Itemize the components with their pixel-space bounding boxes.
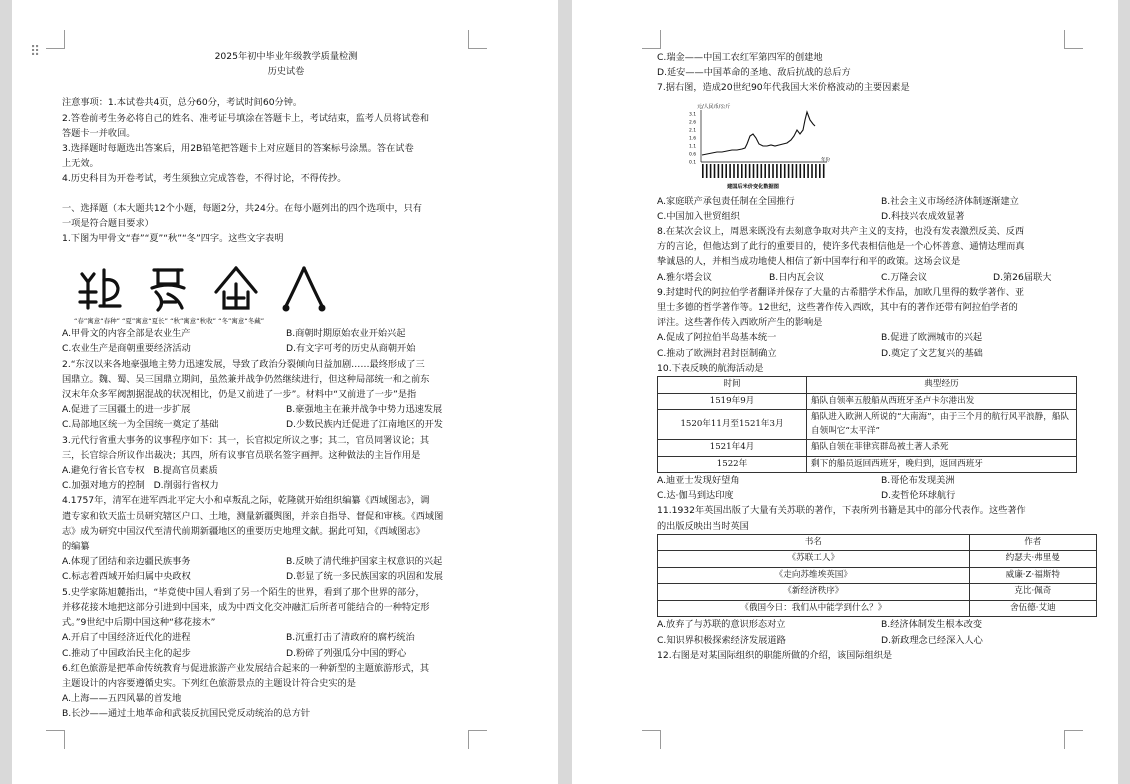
question-2-text: 汉末年众多军阀割据混战的状况相比，仍是又前进了一步”。材料中“又前进了一步”是指 xyxy=(62,389,417,401)
question-3-text: 3.元代行省重大事务的议事程序如下：其一，长官拟定所议之事；其二，官员同署议论；其 xyxy=(62,434,430,446)
question-4-text: 4.1757年，清军在进军西北平定大小和卓叛乱之际，乾隆就开始组织编纂《西域图志》，调 xyxy=(62,495,430,507)
option[interactable]: C.中国加入世贸组织 xyxy=(657,210,740,222)
q10-options xyxy=(657,473,1105,488)
table-cell: 船队自领在菲律宾群岛被土著人杀死 xyxy=(807,440,1077,457)
table-row xyxy=(658,584,1097,601)
x-tick-label xyxy=(788,164,790,178)
q8-options xyxy=(657,270,1105,285)
option[interactable]: C.万隆会议 xyxy=(881,271,928,283)
x-tick-label xyxy=(819,164,821,178)
crop-mark xyxy=(1064,30,1083,49)
q3-options xyxy=(62,478,510,493)
q7-options xyxy=(657,194,1105,209)
option[interactable]: C.推动了欧洲封君封臣制确立 xyxy=(657,347,777,359)
note-line: 上无效。 xyxy=(62,158,99,170)
crop-mark xyxy=(46,730,65,749)
option[interactable]: D.有文字可考的历史从商朝开始 xyxy=(286,343,416,355)
table-cell: 1519年9月 xyxy=(658,393,807,410)
question-2-text: 2.“东汉以来各地豪强地主势力迅速发展，导致了政治分裂倾向日益加剧……最终形成了三 xyxy=(62,358,425,370)
x-tick-label xyxy=(800,164,802,178)
question-9-text: 里士多德的哲学著作等。12世纪，这些著作传入西欧，其中有的著作还带有阿拉伯学者的 xyxy=(657,302,1018,314)
option[interactable]: B.商朝时期原始农业开始兴起 xyxy=(286,328,406,340)
x-tick-label xyxy=(815,164,817,178)
option[interactable]: C.加强对地方的控制 xyxy=(62,480,145,492)
note-line: 注意事项：1.本试卷共4页，总分60分，考试时间60分钟。 xyxy=(62,97,303,109)
note-line: 答题卡一并收回。 xyxy=(62,127,136,139)
q2-options xyxy=(62,402,510,417)
x-tick-label xyxy=(768,164,770,178)
option[interactable]: A.雅尔塔会议 xyxy=(657,271,712,283)
question-9-text: 评注。这些著作传入西欧所产生的影响是 xyxy=(657,317,823,329)
option[interactable]: C.推动了中国政治民主化的起步 xyxy=(62,647,191,659)
option[interactable]: A.上海——五四风暴的首发地 xyxy=(62,693,182,705)
x-tick-label xyxy=(796,164,798,178)
option[interactable]: C.瑞金——中国工农红军第四军的创建地 xyxy=(657,52,823,63)
option[interactable]: B.反映了清代维护国家主权意识的兴起 xyxy=(286,556,443,568)
y-tick-label: 3.1 xyxy=(689,112,697,118)
x-tick-label xyxy=(807,164,809,178)
table-row xyxy=(658,551,1097,568)
table-cell: 《走向苏维埃英国》 xyxy=(658,567,970,584)
question-11-text: 的出版反映出当时英国 xyxy=(657,520,749,532)
option[interactable]: B.沉重打击了清政府的腐朽统治 xyxy=(286,632,415,644)
option[interactable]: A.开启了中国经济近代化的进程 xyxy=(62,632,191,644)
question-10-stem: 10.下表反映的航海活动是 xyxy=(657,362,764,374)
option[interactable]: D.彰显了统一多民族国家的巩固和发展 xyxy=(286,571,443,583)
option[interactable]: D.削弱行省权力 xyxy=(153,480,219,492)
x-tick-label xyxy=(733,164,735,178)
document-page-1 xyxy=(12,0,558,784)
y-tick-label: 0.6 xyxy=(689,152,697,158)
question-12-stem: 12.右图是对某国际组织的职能所做的介绍，该国际组织是 xyxy=(657,649,893,661)
oracle-autumn-glyph-icon xyxy=(210,262,262,314)
table-header: 作者 xyxy=(969,534,1096,551)
q11-options xyxy=(657,617,1105,632)
option[interactable]: A.家庭联产承包责任制在全国推行 xyxy=(657,195,795,207)
option[interactable]: D.粉碎了列强瓜分中国的野心 xyxy=(286,647,407,659)
chart-ylabel: 元/人民币/公斤 xyxy=(697,103,731,110)
crop-mark xyxy=(642,30,661,49)
question-5-text: 5.史学家陈旭麓指出，“毕竟使中国人看到了另一个陌生的世界，看到了那个世界的部分， xyxy=(62,586,425,598)
question-4-text: 志》成为研究中国汉代至清代前期新疆地区的重要历史地理文献。据此可知，《西域图志》 xyxy=(62,525,425,537)
table-cell: 威廉·Z·福斯特 xyxy=(969,567,1096,584)
option[interactable]: A.甲骨文的内容全部是农业生产 xyxy=(62,328,191,340)
x-tick-label xyxy=(710,164,712,178)
question-4-text: 的编纂 xyxy=(62,541,90,553)
q11-options xyxy=(657,633,1105,648)
exam-title: 2025年初中毕业年级教学质量检测 xyxy=(214,51,358,62)
q7-options xyxy=(657,209,1105,224)
x-tick-label xyxy=(737,164,739,178)
x-tick-label xyxy=(718,164,720,178)
note-line: 2.答卷前考生务必将自己的姓名、准考证号填涂在答题卡上，考试结束，监考人员将试卷和 xyxy=(62,112,430,124)
q1-options xyxy=(62,326,510,341)
note-line: 3.选择题时每题选出答案后，用2B铅笔把答题卡上对应题目的答案标号涂黑。答在试卷 xyxy=(62,143,414,155)
question-1-stem: 1.下图为甲骨文“春”“夏”“秋”“冬”四字。这些文字表明 xyxy=(62,233,284,245)
y-tick-label: 1.6 xyxy=(689,136,697,142)
option[interactable]: A.放弃了与苏联的意识形态对立 xyxy=(657,619,786,631)
section-heading: 一、选择题（本大题共12个小题，每题2分，共24分。在每小题列出的四个选项中，只有 xyxy=(62,202,422,214)
q9-options xyxy=(657,330,1105,345)
option[interactable]: B.提高官员素质 xyxy=(153,465,218,477)
table-cell: 《新经济秩序》 xyxy=(658,584,970,601)
exam-subtitle: 历史试卷 xyxy=(267,66,305,78)
q2-options xyxy=(62,417,510,432)
x-tick-label xyxy=(803,164,805,178)
x-tick-label xyxy=(776,164,778,178)
chart-xlabel: 年份 xyxy=(821,157,830,163)
question-8-text: 挚诚恳的人，并相当成功地使人相信了新中国奉行和平的政策。这场会议是 xyxy=(657,256,961,268)
question-4-text: 遣专家和钦天监士员研究辖区户口、土地，测量新疆舆图，并亲自指导、督促和审核。《西域图 xyxy=(62,510,444,522)
question-5-text: 并移花接木地把这部分引进到中国来，成为中西文化交冲融汇后所者可能结合的一种特定形 xyxy=(62,601,430,613)
x-tick-label xyxy=(706,164,708,178)
question-8-text: 方的言论，但他达到了此行的重要目的，使许多代表相信他是一个心怀善意、通情达理而真 xyxy=(657,241,1025,253)
option[interactable]: D.科技兴农成效显著 xyxy=(881,210,965,222)
table-row xyxy=(658,567,1097,584)
option[interactable]: B.经济体制发生根本改变 xyxy=(881,619,983,631)
option[interactable]: A.体现了团结和亲边疆民族事务 xyxy=(62,556,191,568)
option[interactable]: B.哥伦布发现美洲 xyxy=(881,475,955,487)
option[interactable]: B.日内瓦会议 xyxy=(769,271,825,283)
y-tick-label: 0.1 xyxy=(689,160,697,166)
question-9-text: 9.封建时代的阿拉伯学者翻译并保存了大量的古希腊学术作品，加欧几里得的数学著作、亚 xyxy=(657,286,1025,298)
question-2-text: 国鼎立。魏、蜀、吴三国鼎立期间，虽然兼并战争仍然继续进行，但这种局部统一和之前东 xyxy=(62,373,430,385)
x-tick-label xyxy=(725,164,727,178)
y-tick-label: 2.6 xyxy=(689,120,697,126)
x-tick-label xyxy=(772,164,774,178)
x-tick-label xyxy=(729,164,731,178)
table-cell: 船队自领率五般船从西班牙圣卢卡尔港出发 xyxy=(807,393,1077,410)
table-row xyxy=(658,440,1077,457)
oracle-summer-glyph-icon xyxy=(142,262,194,314)
page1-content xyxy=(62,49,510,722)
option[interactable]: B.促进了欧洲城市的兴起 xyxy=(881,332,983,344)
table-header: 典型经历 xyxy=(807,377,1077,394)
option[interactable]: C.达·伽马到达印度 xyxy=(657,490,734,502)
rice-price-chart-svg xyxy=(687,100,837,192)
x-tick-label xyxy=(792,164,794,178)
option[interactable]: C.知识界积极探索经济发展道路 xyxy=(657,634,786,646)
option[interactable]: D.麦哲伦环球航行 xyxy=(881,490,956,502)
voyage-table xyxy=(657,376,1077,473)
chart-caption: 建国后米价变化数据图 xyxy=(727,183,779,190)
option[interactable]: A.促成了阿拉伯半岛基本统一 xyxy=(657,332,777,344)
glyph-caption: “春”寓意“春种” “夏”寓意“夏长” “秋”寓意“秋收” “冬”寓意“冬藏” xyxy=(74,317,265,326)
crop-mark xyxy=(642,730,661,749)
price-line xyxy=(702,112,815,155)
crop-mark xyxy=(468,30,487,49)
rice-price-chart xyxy=(687,100,837,192)
oracle-glyphs xyxy=(74,252,510,314)
note-line: 4.历史科目为开卷考试，考生须独立完成答卷，不得讨论，不得传抄。 xyxy=(62,173,347,185)
option[interactable]: B.社会主义市场经济体制逐渐建立 xyxy=(881,195,1019,207)
question-5-text: 式。”9世纪中后期中国这种“移花接木” xyxy=(62,617,216,629)
page2-content xyxy=(657,50,1105,663)
q1-options xyxy=(62,341,510,356)
table-cell: 1522年 xyxy=(658,456,807,473)
q5-options xyxy=(62,646,510,661)
y-tick-label: 2.1 xyxy=(689,128,697,134)
question-6-text: 6.红色旅游是把革命传统教育与促进旅游产业发展结合起来的一种新型的主题旅游形式，其 xyxy=(62,662,430,674)
question-11-text: 11.1932年英国出版了大量有关苏联的著作，下表所列书籍是其中的部分代表作。这些著作 xyxy=(657,505,1026,517)
x-tick-label xyxy=(753,164,755,178)
option[interactable]: D.少数民族内迁促进了江南地区的开发 xyxy=(286,419,443,431)
x-tick-label xyxy=(811,164,813,178)
crop-mark xyxy=(468,730,487,749)
table-cell: 约瑟夫·弗里曼 xyxy=(969,551,1096,568)
question-3-text: 三，长官综合所议作出裁决；其四，所有议事官员联名签字画押。这种做法的主旨作用是 xyxy=(62,449,421,461)
table-header: 时间 xyxy=(658,377,807,394)
crop-mark xyxy=(1064,730,1083,749)
x-tick-label xyxy=(714,164,716,178)
x-tick-label xyxy=(741,164,743,178)
drag-handle-icon[interactable]: ⠿ xyxy=(30,44,42,60)
question-8-text: 8.在某次会议上，周恩来既没有去刻意争取对共产主义的支持，也没有发表激烈反美、反西 xyxy=(657,226,1025,238)
option[interactable]: C.标志着西域开始归属中央政权 xyxy=(62,571,191,583)
x-tick-label xyxy=(764,164,766,178)
table-cell: 1521年4月 xyxy=(658,440,807,457)
page-gap xyxy=(558,0,572,784)
table-cell: 船队进入欧洲人所说的“大南海”，由于三个月的航行风平浪静，船队自领叫它“太平洋” xyxy=(807,410,1077,440)
y-tick-label: 1.1 xyxy=(689,144,697,150)
table-cell: 1520年11月至1521年3月 xyxy=(658,410,807,440)
option[interactable]: B.长沙——通过土地革命和武装反抗国民党反动统治的总方针 xyxy=(62,708,311,720)
table-header: 书名 xyxy=(658,534,970,551)
table-cell: 舍伍德·艾迪 xyxy=(969,600,1096,617)
section-heading: 一项是符合题目要求） xyxy=(62,217,154,229)
q10-options xyxy=(657,488,1105,503)
table-cell: 《苏联工人》 xyxy=(658,551,970,568)
x-tick-label xyxy=(761,164,763,178)
question-7-stem: 7.据右图，造成20世纪90年代我国大米价格波动的主要因素是 xyxy=(657,82,910,94)
table-row xyxy=(658,456,1077,473)
option[interactable]: C.农业生产是商朝重要经济活动 xyxy=(62,343,191,355)
books-table xyxy=(657,534,1097,618)
x-tick-label xyxy=(749,164,751,178)
option[interactable]: A.迪亚士发现好望角 xyxy=(657,475,740,487)
question-6-text: 主题设计的内容要遵循史实。下列红色旅游景点的主题设计符合史实的是 xyxy=(62,677,356,689)
q5-options xyxy=(62,630,510,645)
option[interactable]: A.促进了三国疆土的进一步扩展 xyxy=(62,404,191,416)
option[interactable]: A.避免行省长官专权 xyxy=(62,465,145,477)
crop-mark xyxy=(46,30,65,49)
option[interactable]: C.局部地区统一为全国统一奠定了基础 xyxy=(62,419,219,431)
option[interactable]: D.延安——中国革命的圣地、敌后抗战的总后方 xyxy=(657,67,851,79)
x-tick-label xyxy=(823,164,825,178)
q3-options xyxy=(62,463,510,478)
q4-options xyxy=(62,569,510,584)
oracle-winter-glyph-icon xyxy=(278,262,330,314)
option[interactable]: B.豪强地主在兼并战争中势力迅速发展 xyxy=(286,404,443,416)
x-tick-label xyxy=(745,164,747,178)
table-cell: 克比·佩奇 xyxy=(969,584,1096,601)
option[interactable]: D.第26届联大 xyxy=(993,271,1052,283)
x-tick-label xyxy=(784,164,786,178)
option[interactable]: D.奠定了文艺复兴的基础 xyxy=(881,347,983,359)
table-row xyxy=(658,410,1077,440)
table-cell: 《俄国今日：我们从中能学到什么？》 xyxy=(658,600,970,617)
x-tick-label xyxy=(780,164,782,178)
q4-options xyxy=(62,554,510,569)
table-row xyxy=(658,393,1077,410)
oracle-spring-glyph-icon xyxy=(74,262,126,314)
table-row xyxy=(658,600,1097,617)
table-cell: 剩下的船员返回西班牙，晚归到，返回西班牙 xyxy=(807,456,1077,473)
option[interactable]: D.新政理念已经深入人心 xyxy=(881,634,983,646)
x-tick-label xyxy=(702,164,704,178)
document-page-2 xyxy=(572,0,1118,784)
x-tick-label xyxy=(722,164,724,178)
q9-options xyxy=(657,346,1105,361)
x-tick-label xyxy=(757,164,759,178)
